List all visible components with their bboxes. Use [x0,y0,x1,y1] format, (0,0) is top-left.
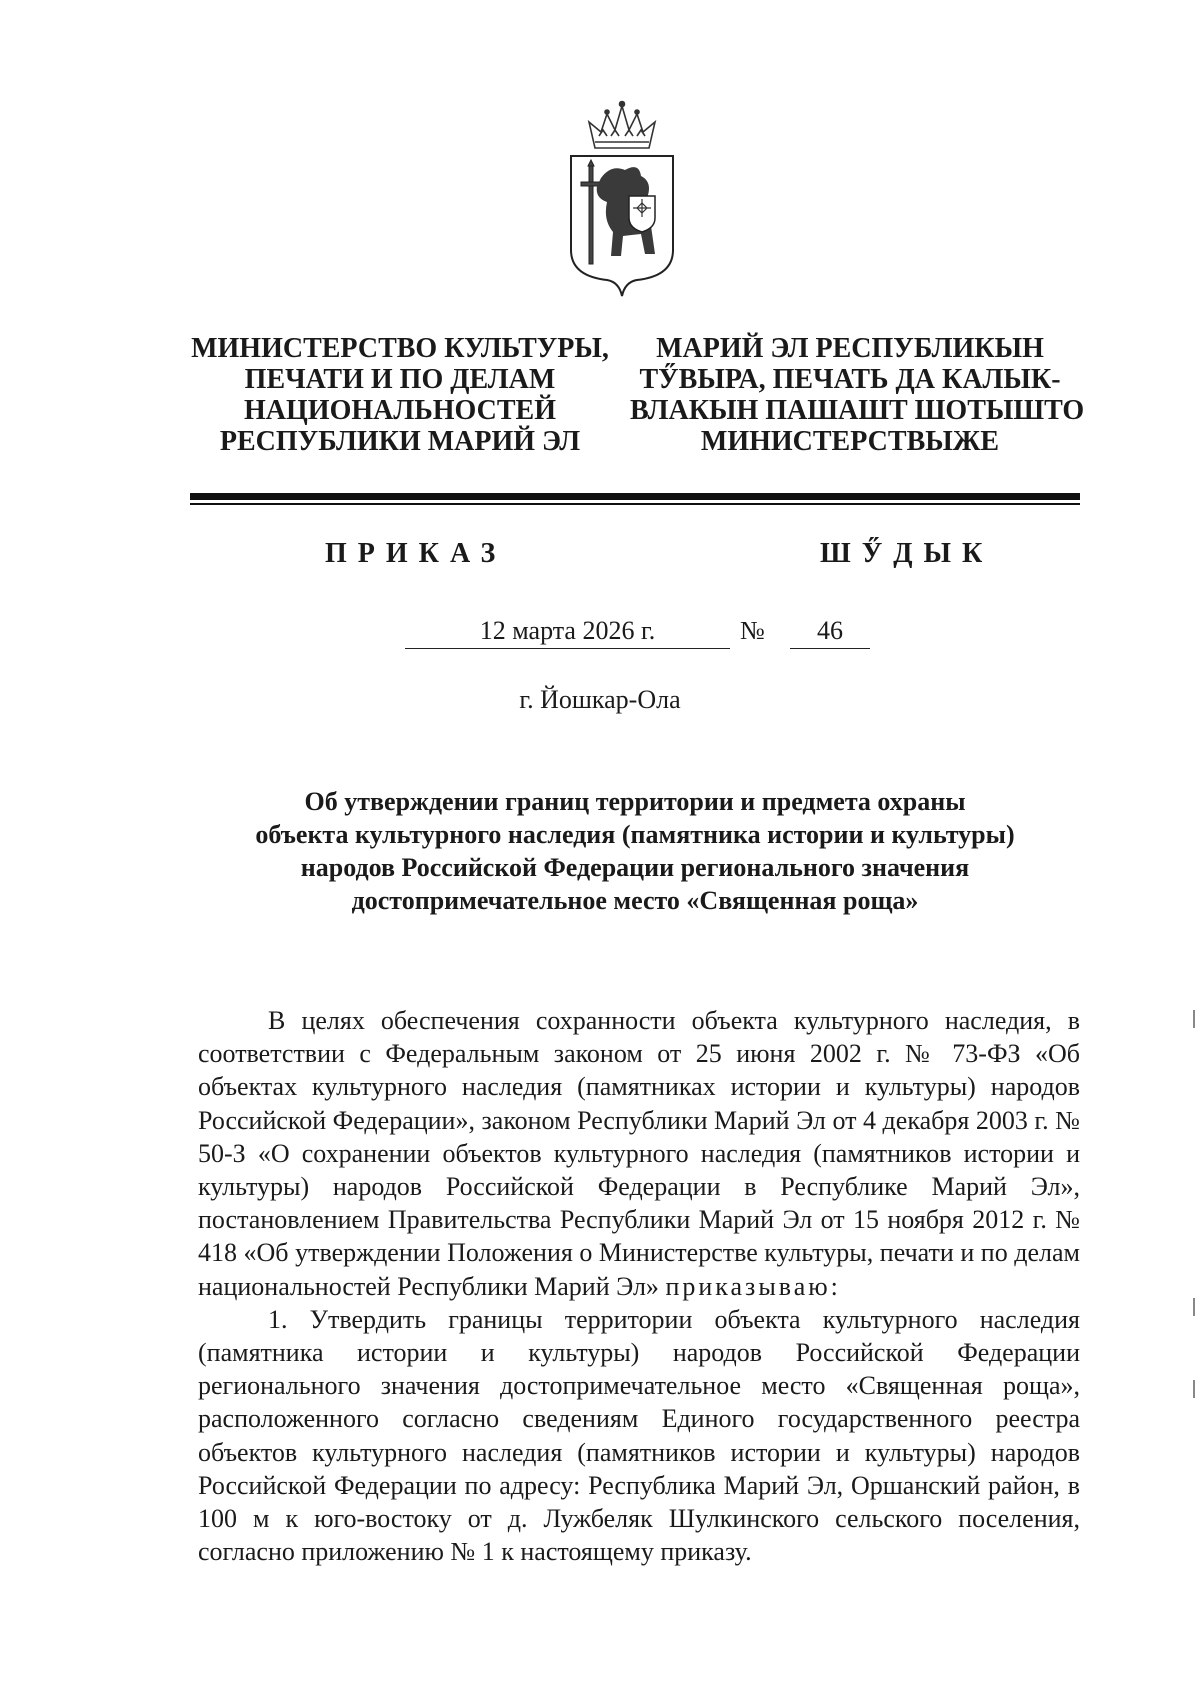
document-body [198,1004,1080,1568]
header-line: ТӲВЫРА, ПЕЧАТЬ ДА КАЛЫК- [639,364,1061,395]
header-line: МИНИСТЕРСТВО КУЛЬТУРЫ, [191,333,609,364]
crown-icon [589,102,655,149]
header-divider-thick [190,493,1080,500]
scan-edge-mark [1193,1010,1195,1028]
title-line: объекта культурного наследия (памятника истории и культуры) [255,820,1015,849]
title-line: народов Российской Федерации регионального значения [300,853,970,882]
header-line: МИНИСТЕРСТВЫЖЕ [700,426,1000,457]
sword-icon [581,160,601,264]
paragraph-item-1: 1. Утвердить границы территории объекта культурного наследия (памятника истории и культуры) народов Российской Федерации регионального значения достопримечательное место «Священная роща», расположенного согласно сведениям Единого государственного реестра объектов культурного наследия (памятников истории и культуры) народов Российской Федерации по адресу: Республика Марий Эл, Оршанский район, в 100 м к юго-востоку от д. Лужбеляк Шулкинского сельского поселения, согласно приложению № 1 к настоящему приказу. [198,1304,1080,1567]
title-line: достопримечательное место «Священная роща» [351,886,919,915]
title-line: Об утверждении границ территории и предмета охраны [304,787,966,816]
document-number: 46 [790,616,870,649]
header-line: МАРИЙ ЭЛ РЕСПУБЛИКЫН [656,333,1044,364]
header-divider-thin [190,503,1080,505]
coat-of-arms-emblem [567,100,677,300]
paragraph-preamble [198,1004,1080,1303]
document-type-ru: ПРИКАЗ [325,538,507,569]
scan-edge-mark [1193,1380,1195,1398]
header-line: РЕСПУБЛИКИ МАРИЙ ЭЛ [219,426,581,457]
header-line: ВЛАКЫН ПАШАШТ ШОТЫШТО [630,395,1085,426]
document-date: 12 марта 2026 г. [405,616,730,649]
document-title [190,785,1080,917]
scan-edge-mark [1193,1298,1195,1316]
preamble-text: В целях обеспечения сохранности объекта культурного наследия, в соответствии с Федеральным законом от 25 июня 2002 г. № 73-ФЗ «Об объектах культурного наследия (памятниках истории и культуры) народов Российской Федерации», законом Республики Марий Эл от 4 декабря 2003 г. № 50-З «О сохранении объектов культурного наследия (памятников истории и культуры) народов Российской Федерации в Республике Марий Эл», постановлением Правительства Республики Марий Эл от 15 ноября 2012 г. № 418 «Об утверждении Положения о Министерстве культуры, печати и по делам национальностей Республики Марий Эл» [198,1006,1080,1301]
header-line: НАЦИОНАЛЬНОСТЕЙ [244,395,556,426]
ministry-name-mari [630,333,1085,457]
ministry-name-ru [170,333,630,457]
city: г. Йошкар-Ола [519,685,681,714]
order-word: приказываю: [665,1271,841,1301]
document-type-mari: ШӲДЫК [820,538,994,569]
header-line: ПЕЧАТИ И ПО ДЕЛАМ [244,364,556,395]
number-sign: № [740,616,765,645]
